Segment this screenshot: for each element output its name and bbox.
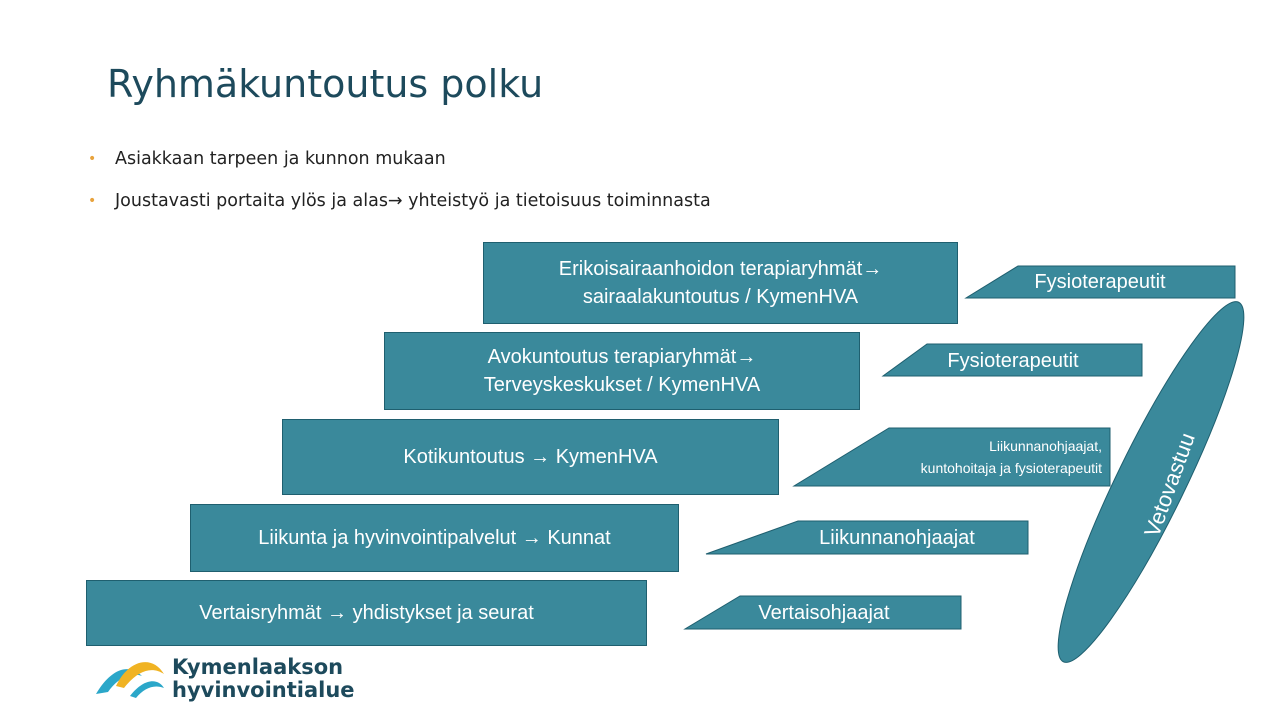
step-line: Kotikuntoutus → KymenHVA	[403, 446, 658, 468]
step-line: sairaalakuntoutus / KymenHVA	[582, 286, 859, 308]
logo-line: Kymenlaakson	[172, 655, 344, 679]
leader-label: Fysioterapeutit	[947, 350, 1079, 372]
leader-label: Vertaisohjaajat	[758, 602, 890, 624]
leader-label: Liikunnanohjaajat	[819, 527, 975, 549]
step-line: Terveyskeskukset / KymenHVA	[483, 374, 761, 396]
bullet-dot-icon: •	[88, 193, 97, 209]
slide-title: Ryhmäkuntoutus polku	[107, 62, 544, 106]
step-line: Avokuntoutus terapiaryhmät→	[487, 346, 757, 368]
leader-line: Liikunnanohjaajat,	[989, 438, 1102, 454]
logo-wordmark	[172, 656, 355, 702]
leader-line: kuntohoitaja ja fysioterapeutit	[920, 460, 1102, 476]
leader-label: Fysioterapeutit	[1034, 271, 1166, 293]
leader-label	[840, 435, 1102, 479]
bullet-text: Asiakkaan tarpeen ja kunnon mukaan	[115, 149, 446, 169]
bullet-dot-icon: •	[88, 151, 97, 167]
step-line: Liikunta ja hyvinvointipalvelut → Kunnat	[258, 527, 611, 549]
logo-line: hyvinvointialue	[172, 678, 355, 702]
responsibility-label: Vetovastuu	[1139, 429, 1200, 541]
step-line: Vertaisryhmät → yhdistykset ja seurat	[199, 602, 534, 624]
bullet-text: Joustavasti portaita ylös ja alas→ yhteistyö ja tietoisuus toiminnasta	[115, 191, 711, 211]
step-line: Erikoisairaanhoidon terapiaryhmät→	[558, 258, 883, 280]
